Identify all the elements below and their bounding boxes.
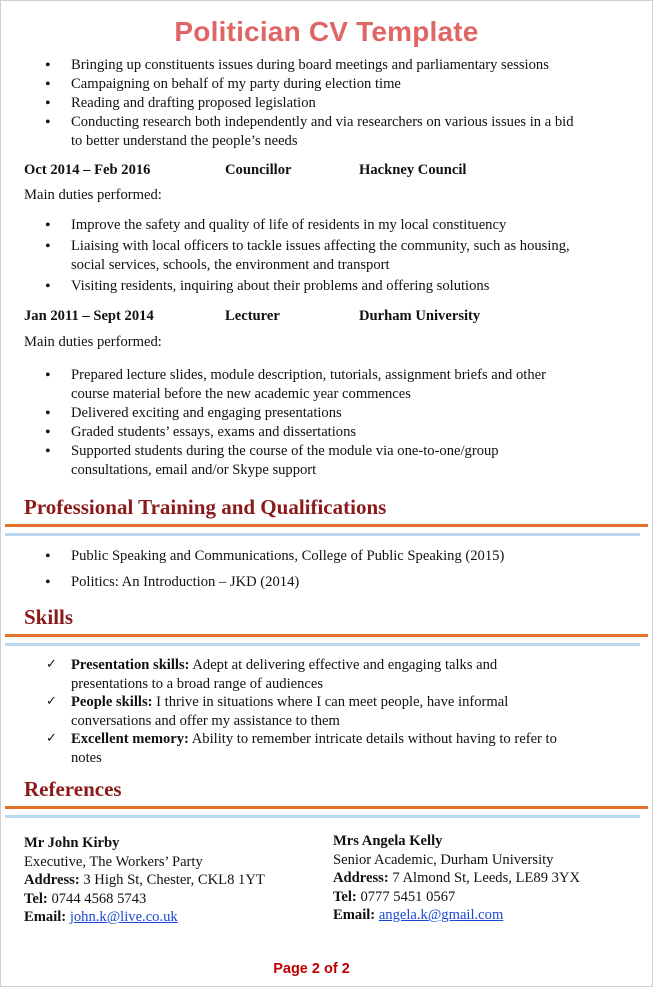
tel-label: Tel: xyxy=(24,890,48,907)
divider xyxy=(5,533,640,536)
reference-2 xyxy=(333,832,643,925)
list-item: • Campaigning on behalf of my party during election time xyxy=(0,75,591,94)
list-item: • Politics: An Introduction – JKD (2014) xyxy=(0,573,591,592)
divider xyxy=(5,524,648,527)
reference-1 xyxy=(24,834,324,927)
list-item: • Improve the safety and quality of life of residents in my local constituency xyxy=(0,216,591,235)
reference-tel: 0777 5451 0567 xyxy=(360,888,456,905)
list-item: • Conducting research both independently and via researchers on various issues in a bid to better understand the people’s needs xyxy=(0,113,586,151)
address-label: Address: xyxy=(333,870,389,886)
duties-label: Main duties performed: xyxy=(24,334,162,350)
reference-email-link[interactable]: john.k@live.co.uk xyxy=(69,909,178,925)
email-label: Email: xyxy=(333,907,376,923)
checkmark-icon: ✓ xyxy=(46,694,57,709)
reference-address: 3 High St, Chester, CKL8 1YT xyxy=(83,872,265,888)
intro-duties-list xyxy=(0,56,591,151)
divider xyxy=(5,815,640,818)
reference-name: Mr John Kirby xyxy=(24,835,120,851)
tel-label: Tel: xyxy=(333,888,357,905)
skills-heading: Skills xyxy=(24,605,74,629)
job-dates: Oct 2014 – Feb 2016 xyxy=(24,162,151,178)
job-dates: Jan 2011 – Sept 2014 xyxy=(24,308,154,324)
training-list xyxy=(0,547,591,592)
list-item: • Supported students during the course of the module via one-to-one/group consultations, email and/or Skype support xyxy=(0,442,551,480)
skill-text: Adept at delivering effective and engaging talks and presentations to a broad range of audiences xyxy=(71,657,498,692)
list-item: • Prepared lecture slides, module description, tutorials, assignment briefs and other course material before the new academic year commences xyxy=(0,366,566,404)
training-heading: Professional Training and Qualifications xyxy=(24,495,387,519)
duties-label: Main duties performed: xyxy=(24,187,162,203)
list-item: • Reading and drafting proposed legislation xyxy=(0,94,591,113)
divider xyxy=(5,643,640,646)
reference-address: 7 Almond St, Leeds, LE89 3YX xyxy=(392,870,581,886)
skill-item xyxy=(0,656,546,693)
list-item: • Public Speaking and Communications, College of Public Speaking (2015) xyxy=(0,547,591,566)
skill-name: Excellent memory: xyxy=(71,731,189,747)
skill-item xyxy=(0,730,591,767)
skills-list xyxy=(0,656,591,767)
list-item: • Visiting residents, inquiring about their problems and offering solutions xyxy=(0,277,591,296)
list-item: • Bringing up constituents issues during board meetings and parliamentary sessions xyxy=(0,56,591,75)
job-employer: Durham University xyxy=(359,308,481,324)
reference-tel: 0744 4568 5743 xyxy=(51,890,147,907)
references-heading: References xyxy=(24,777,122,801)
address-label: Address: xyxy=(24,872,80,888)
divider xyxy=(5,634,648,637)
checkmark-icon: ✓ xyxy=(46,731,57,746)
skill-name: People skills: xyxy=(71,694,153,710)
skill-text: Ability to remember intricate details without having to refer to notes xyxy=(71,731,557,766)
reference-email-link[interactable]: angela.k@gmail.com xyxy=(378,907,504,923)
reference-name: Mrs Angela Kelly xyxy=(333,833,443,849)
skill-name: Presentation skills: xyxy=(71,657,190,673)
list-item: • Delivered exciting and engaging presentations xyxy=(0,404,591,423)
job-employer: Hackney Council xyxy=(359,162,467,178)
job-role: Councillor xyxy=(225,162,292,178)
reference-position: Senior Academic, Durham University xyxy=(333,851,554,868)
skill-item xyxy=(0,693,556,730)
list-item: • Liaising with local officers to tackle issues affecting the community, such as housing, social services, schools, the environment and transport xyxy=(0,237,571,275)
job-role: Lecturer xyxy=(225,308,280,324)
page-title: Politician CV Template xyxy=(174,16,479,47)
reference-position: Executive, The Workers’ Party xyxy=(24,853,203,870)
list-item: • Graded students’ essays, exams and dissertations xyxy=(0,423,591,442)
page-number: Page 2 of 2 xyxy=(273,961,350,977)
divider xyxy=(5,806,648,809)
job-duties-list xyxy=(0,366,591,480)
job-duties-list xyxy=(0,216,591,296)
skill-text: I thrive in situations where I can meet people, have informal conversations and offer my assistance to them xyxy=(71,694,509,729)
email-label: Email: xyxy=(24,909,67,925)
checkmark-icon: ✓ xyxy=(46,657,57,672)
